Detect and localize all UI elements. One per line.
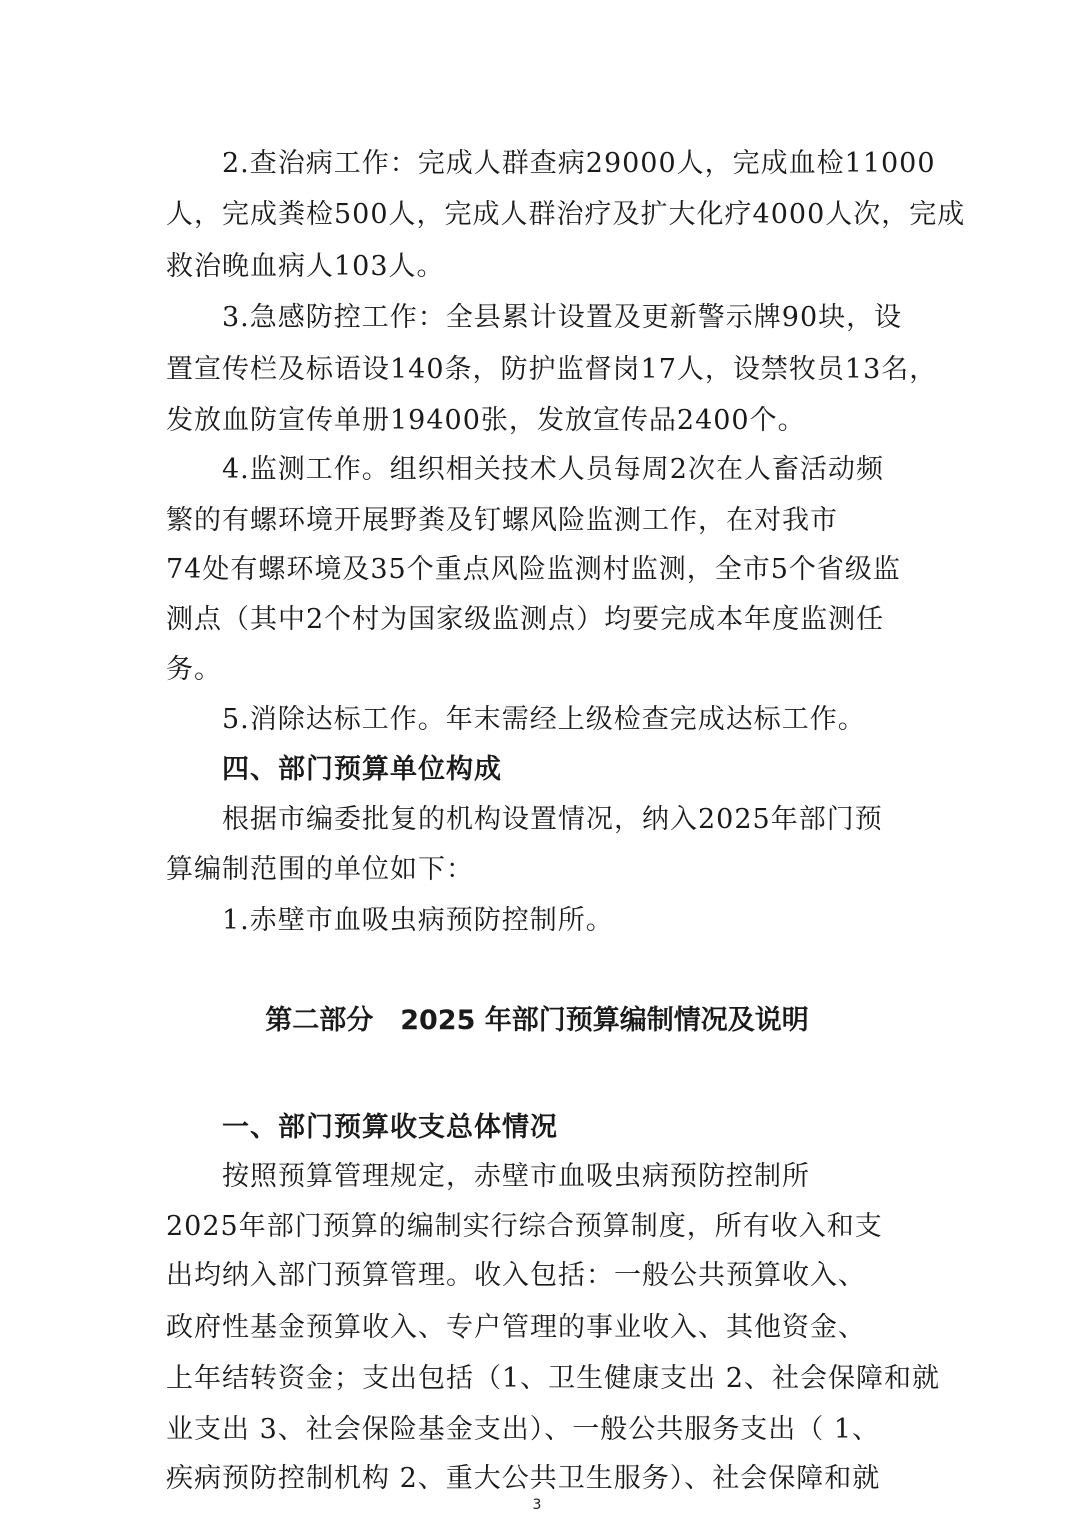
paragraph-line: 上年结转资金；支出包括（1、卫生健康支出 2、社会保障和就 <box>166 1363 940 1394</box>
paragraph-line: 发放血防宣传单册19400张，发放宣传品2400个。 <box>166 405 806 436</box>
paragraph-line: 繁的有螺环境开展野粪及钉螺风险监测工作，在对我市 <box>166 505 838 536</box>
part-title: 第二部分 2025 年部门预算编制情况及说明 <box>265 1005 809 1036</box>
paragraph-line: 74处有螺环境及35个重点风险监测村监测，全市5个省级监 <box>166 554 901 585</box>
paragraph-line: 置宣传栏及标语设140条，防护监督岗17人，设禁牧员13名， <box>166 354 938 385</box>
paragraph-line: 政府性基金预算收入、专户管理的事业收入、其他资金、 <box>166 1312 866 1343</box>
paragraph-line: 根据市编委批复的机构设置情况，纳入2025年部门预 <box>222 804 883 835</box>
paragraph-line: 5.消除达标工作。年末需经上级检查完成达标工作。 <box>222 704 866 735</box>
page-number: 3 <box>532 1497 542 1513</box>
paragraph-line: 算编制范围的单位如下： <box>166 854 474 885</box>
paragraph-line: 1.赤壁市血吸虫病预防控制所。 <box>222 905 614 936</box>
paragraph-line: 测点（其中2个村为国家级监测点）均要完成本年度监测任 <box>166 604 885 635</box>
paragraph-line: 按照预算管理规定，赤壁市血吸虫病预防控制所 <box>222 1161 810 1192</box>
paragraph-line: 疾病预防控制机构 2、重大公共卫生服务）、社会保障和就 <box>166 1463 881 1494</box>
paragraph-line: 2.查治病工作：完成人群查病29000人，完成血检11000 <box>222 148 936 179</box>
section-heading: 四、部门预算单位构成 <box>222 754 502 785</box>
paragraph-line: 2025年部门预算的编制实行综合预算制度，所有收入和支 <box>166 1211 883 1242</box>
paragraph-line: 4.监测工作。组织相关技术人员每周2次在人畜活动频 <box>222 454 884 485</box>
paragraph-line: 3.急感防控工作：全县累计设置及更新警示牌90块，设 <box>222 302 903 333</box>
paragraph-line: 救治晚血病人103人。 <box>166 251 445 282</box>
paragraph-line: 务。 <box>166 654 222 685</box>
section-heading: 一、部门预算收支总体情况 <box>222 1112 558 1143</box>
paragraph-line: 出均纳入部门预算管理。收入包括：一般公共预算收入、 <box>166 1260 866 1291</box>
paragraph-line: 人，完成粪检500人，完成人群治疗及扩大化疗4000人次，完成 <box>166 199 966 230</box>
paragraph-line: 业支出 3、社会保险基金支出）、一般公共服务支出（ 1、 <box>166 1414 881 1445</box>
